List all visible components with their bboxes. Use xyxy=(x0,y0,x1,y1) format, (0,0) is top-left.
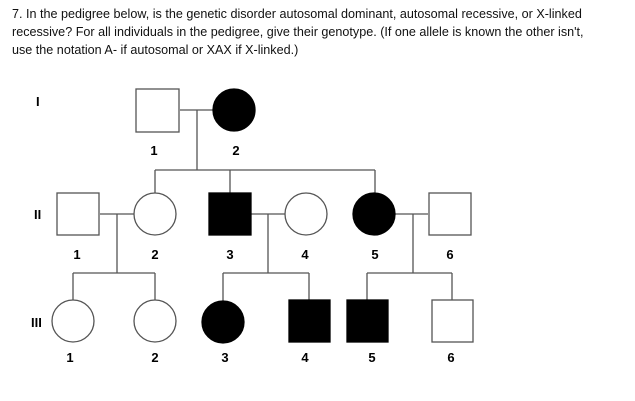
label-III-5: 5 xyxy=(368,350,376,365)
label-I-1: 1 xyxy=(150,143,158,158)
individual-III-1 xyxy=(52,300,94,342)
label-II-2: 2 xyxy=(151,247,159,262)
generation-label-I: I xyxy=(36,94,40,109)
individual-III-6 xyxy=(432,300,473,342)
question-line-3: use the notation A- if autosomal or XAX if X-linked.) xyxy=(12,43,299,57)
individual-III-3 xyxy=(202,301,244,343)
label-III-2: 2 xyxy=(151,350,159,365)
individual-II-4 xyxy=(285,193,327,235)
individual-II-2 xyxy=(134,193,176,235)
individual-II-3 xyxy=(209,193,251,235)
label-II-6: 6 xyxy=(446,247,454,262)
label-III-1: 1 xyxy=(66,350,74,365)
individual-II-1 xyxy=(57,193,99,235)
generation-label-III: III xyxy=(31,315,42,330)
label-I-2: 2 xyxy=(232,143,240,158)
individual-III-2 xyxy=(134,300,176,342)
individual-I-2 xyxy=(213,89,255,131)
label-III-4: 4 xyxy=(301,350,309,365)
individual-I-1 xyxy=(136,89,179,132)
generation-label-II: II xyxy=(34,207,42,222)
individual-III-4 xyxy=(289,300,330,342)
individual-II-6 xyxy=(429,193,471,235)
label-III-3: 3 xyxy=(221,350,229,365)
individual-II-5 xyxy=(353,193,395,235)
relationship-lines xyxy=(73,110,452,301)
individual-III-5 xyxy=(347,300,388,342)
label-III-6: 6 xyxy=(447,350,455,365)
label-II-5: 5 xyxy=(371,247,379,262)
question-line-2: recessive? For all individuals in the pedigree, give their genotype. (If one allele is known the other isn't, xyxy=(12,25,584,39)
label-II-1: 1 xyxy=(73,247,81,262)
label-II-4: 4 xyxy=(301,247,309,262)
question-line-1: 7. In the pedigree below, is the genetic disorder autosomal dominant, autosomal recessive, or X-linked xyxy=(12,7,582,21)
label-II-3: 3 xyxy=(226,247,234,262)
